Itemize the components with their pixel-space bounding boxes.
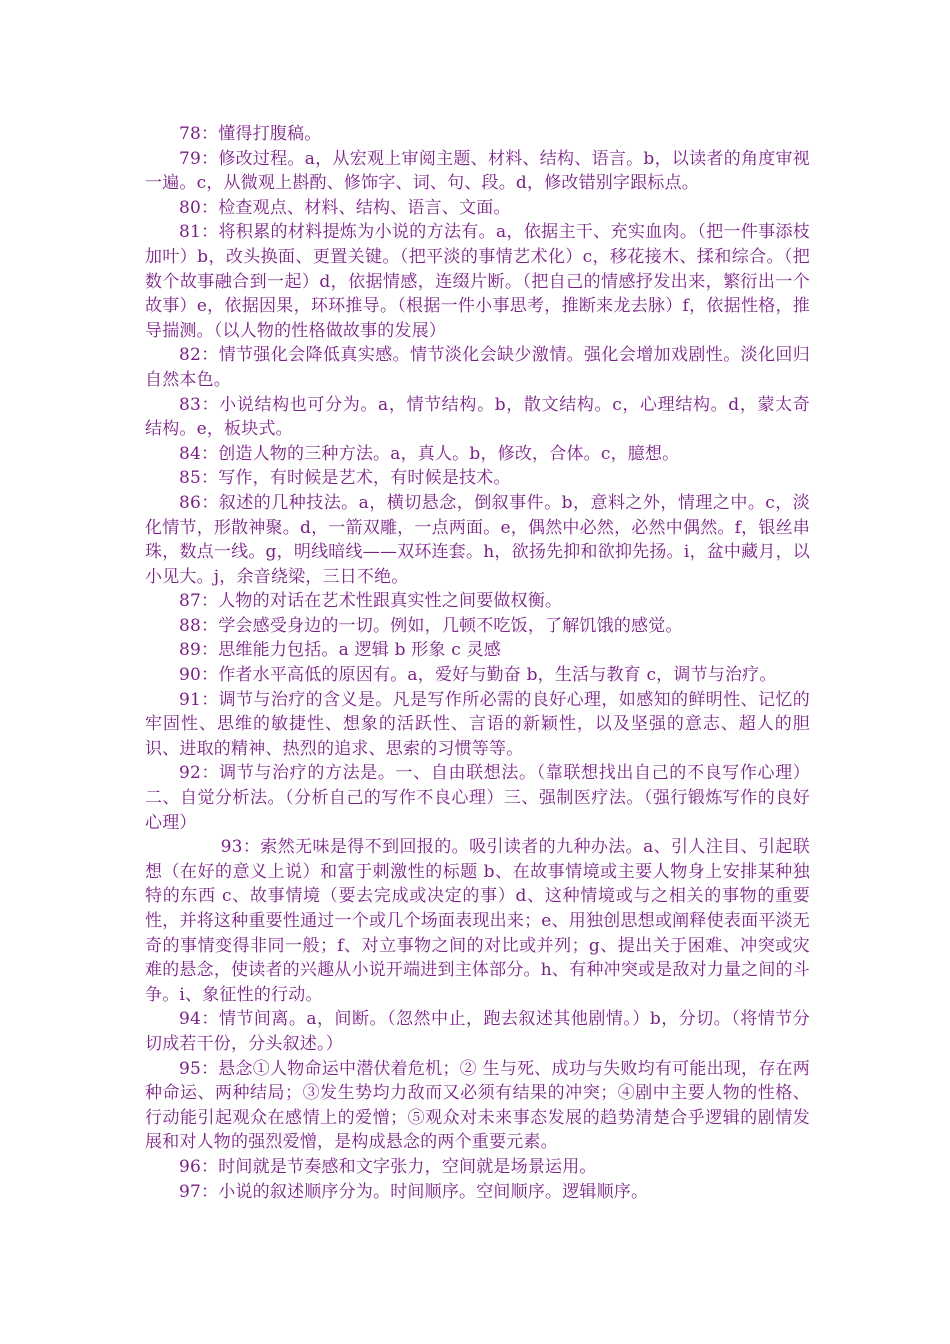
note-80: 80：检查观点、材料、结构、语言、文面。	[179, 197, 511, 218]
note-96: 96：时间就是节奏感和文字张力，空间就是场景运用。	[179, 1156, 597, 1177]
note-92: 92：调节与治疗的方法是。一、自由联想法。（靠联想找出自己的不良写作心理）二、自觉分析法。（分析自己的写作不良心理）三、强制医疗法。（强行锻炼写作的良好心理）	[145, 763, 810, 833]
note-95: 95：悬念①人物命运中潜伏着危机；② 生与死、成功与失败均有可能出现，存在两种命运、两种结局；③发生势均力敌而又必须有结果的冲突；④剧中主要人物的性格、行动能引起观众在感情上的爱憎；⑤观众对未来事态发展的趋势清楚合乎逻辑的剧情发展和对人物的强烈爱憎，是构成悬念的两个重要元素。	[145, 1058, 810, 1153]
note-94: 94：情节间离。a，间断。（忽然中止，跑去叙述其他剧情。）b，分切。（将情节分切成若干份，分头叙述。）	[145, 1009, 810, 1054]
note-97: 97：小说的叙述顺序分为。时间顺序。空间顺序。逻辑顺序。	[179, 1181, 649, 1202]
note-81: 81：将积累的材料提炼为小说的方法有。a，依据主干、充实血肉。（把一件事添枝加叶）b，改头换面、更置关键。（把平淡的事情艺术化）c，移花接木、揉和综合。（把数个故事融合到一起）d，依据情感，连缀片断。（把自己的情感抒发出来，繁衍出一个故事）e，依据因果，环环推导。（根据一件小事思考，推断来龙去脉）f，依据性格，推导揣测。（以人物的性格做故事的发展）	[145, 222, 810, 341]
note-89: 89：思维能力包括。a 逻辑 b 形象 c 灵感	[179, 640, 501, 661]
note-79: 79：修改过程。a，从宏观上审阅主题、材料、结构、语言。b，以读者的角度审视一遍。c，从微观上斟酌、修饰字、词、句、段。d，修改错别字跟标点。	[145, 148, 810, 194]
note-85: 85：写作，有时候是艺术，有时候是技术。	[179, 468, 511, 489]
note-91: 91：调节与治疗的含义是。凡是写作所必需的良好心理，如感知的鲜明性、记忆的牢固性、思维的敏捷性、想象的活跃性、言语的新颖性，以及坚强的意志、超人的胆识、进取的精神、热烈的追求、思索的习惯等等。	[145, 689, 810, 759]
note-78: 78：懂得打腹稿。	[179, 124, 322, 144]
note-93: 93：索然无味是得不到回报的。吸引读者的九种办法。a、引人注目、引起联想（在好的意义上说）和富于刺激性的标题 b、在故事情境或主要人物身上安排某种独特的东西 c、故事情境（要去完成或决定的事）d、这种情境或与之相关的事物的重要性，并将这种重要性通过一个或几个场面表现出来；e、用独创思想或阐释使表面平淡无奇的事情变得非同一般；f、对立事物之间的对比或并列；g、提出关于困难、冲突或灾难的悬念，使读者的兴趣从小说开端进到主体部分。h、有种冲突或是敌对力量之间的斗争。i、象征性的行动。	[145, 837, 810, 1005]
document-body	[145, 122, 810, 1204]
note-84: 84：创造人物的三种方法。a，真人。b，修改，合体。c，臆想。	[179, 443, 680, 464]
note-90: 90：作者水平高低的原因有。a，爱好与勤奋 b，生活与教育 c，调节与治疗。	[179, 665, 777, 686]
note-86: 86：叙述的几种技法。a，横切悬念，倒叙事件。b，意料之外，情理之中。c，淡化情节，形散神聚。d，一箭双雕，一点两面。e，偶然中必然，必然中偶然。f，银丝串珠，数点一线。g，明线暗线——双环连套。h，欲扬先抑和欲抑先扬。i，盆中藏月，以小见大。j，余音绕梁，三日不绝。	[145, 492, 810, 587]
note-82: 82：情节强化会降低真实感。情节淡化会缺少激情。强化会增加戏剧性。淡化回归自然本色。	[145, 345, 810, 390]
note-88: 88：学会感受身边的一切。例如，几顿不吃饭，了解饥饿的感觉。	[179, 615, 683, 636]
note-87: 87：人物的对话在艺术性跟真实性之间要做权衡。	[179, 591, 563, 612]
note-83: 83：小说结构也可分为。a，情节结构。b，散文结构。c，心理结构。d，蒙太奇结构。e，板块式。	[145, 394, 810, 440]
